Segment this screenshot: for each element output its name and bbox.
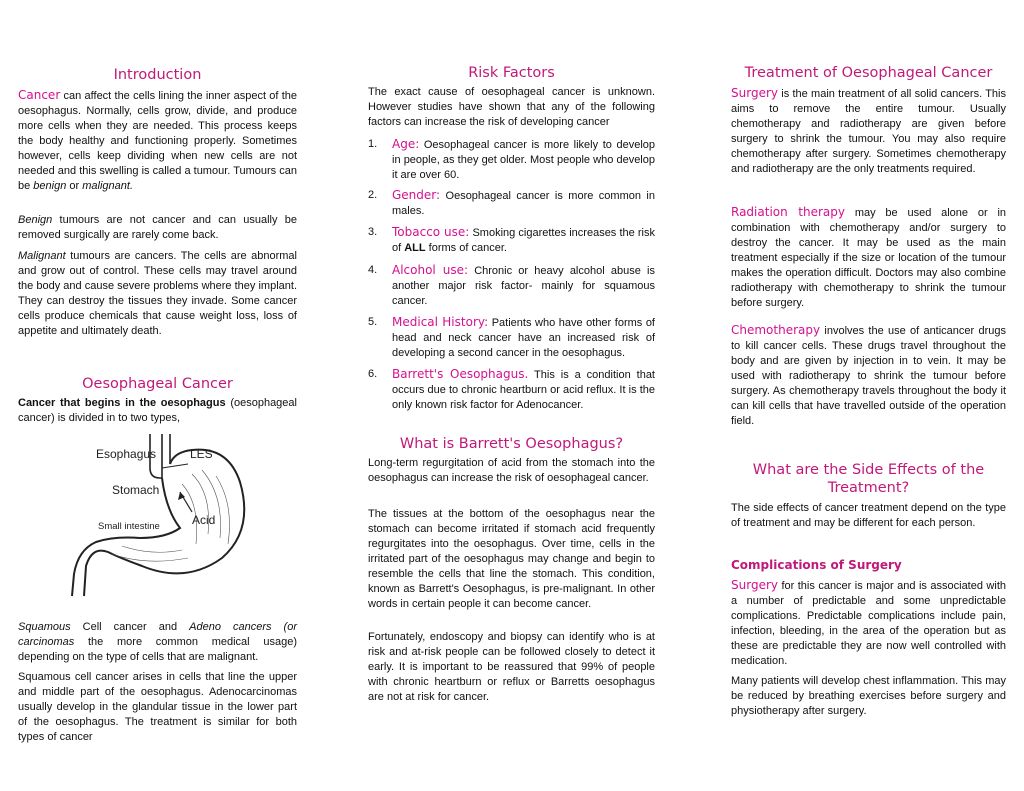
introduction-heading: Introduction [113,67,202,83]
les-label: LES [190,447,213,461]
benign-paragraph: Benign tumours are not cancer and can usually be removed surgically are rarely come back. [18,214,297,241]
barretts-paragraph-2: The tissues at the bottom of the oesophagus near the stomach can become irritated if stomach acid frequently regurgitates into the oesophagus. Over time, cells in the irritated part of the oesophagus may change and begin to resemble the cells that line the stomach. This condition, known as Barrett's Oesophagus, is pre-malignant. In other words in certain people it can become cancer. [368,508,655,610]
cancer-keyword: Cancer [18,88,61,102]
radiation-paragraph: Radiation therapy may be used alone or in combination with chemotherapy and/or surgery to destroy the cancer. It may be used as the main treatment especially if the size or location of the tumour makes the operation difficult. Doctors may also combine radiotherapy with chemotherapy to shrink the tumour before surgery. [731,205,1007,309]
esophagus-label: Esophagus [96,447,157,461]
risk-item-alcohol: 4. Alcohol use: Chronic or heavy alcohol abuse is another major risk factor- mainly for squamous cancer. [368,263,655,307]
barretts-paragraph-3: Fortunately, endoscopy and biopsy can identify who is at risk and at-risk people can be followed closely to detect it early. It is important to be reassured that 99% of people with chronic heartburn or reflux or Barretts oesophagus are not at risk for cancer. [368,631,655,703]
treatment-heading: Treatment of Oesophageal Cancer [744,65,993,81]
complications-heading: Complications of Surgery [731,558,902,572]
acid-label: Acid [192,513,216,527]
surgery-paragraph: Surgery is the main treatment of all solid cancers. This aims to remove the entire tumour. Usually chemotherapy and radiotherapy are given before surgery to shrink the tumour. You may also require chemotherapy after surgery. Sometimes chemotherapy and radiotherapy are the only treatments required. [731,86,1006,175]
chest-inflammation-paragraph: Many patients will develop chest inflammation. This may be reduced by breathing exercises before surgery and physiotherapy after surgery. [731,675,1006,717]
risk-item-tobacco: 3. Tobacco use: Smoking cigarettes increases the risk of ALL forms of cancer. [368,225,655,254]
side-effects-heading: What are the Side Effects of the Treatment? [752,462,985,496]
types-paragraph: Squamous Cell cancer and Adeno cancers (or carcinomas the more common medical usage) depending on the type of cells that are malignant. [18,621,297,663]
risk-item-age: 1. Age: Oesophageal cancer is more likely to develop in people, as they get older. Most people who develop it are over 60. [368,137,655,181]
oesophageal-cancer-paragraph: Cancer that begins in the oesophagus (oesophageal cancer) is divided in to two types, [18,397,297,424]
chemotherapy-paragraph: Chemotherapy involves the use of anticancer drugs to kill cancer cells. These drugs travel throughout the body and are given by injection in to vein. It may be used with radiotherapy to shrink the tumour before surgery. As chemotherapy travels throughout the body it can kill cells that have travelled outside of the operation field. [731,323,1006,427]
side-effects-paragraph: The side effects of cancer treatment depend on the type of treatment and may be different for each person. [731,502,1006,529]
barretts-paragraph-1: Long-term regurgitation of acid from the stomach into the oesophagus can increase the risk of oesophageal cancer. [368,457,655,484]
risk-item-medical-history: 5. Medical History: Patients who have other forms of head and neck cancer have an increased risk of developing a second cancer in the oesophagus. [368,315,655,359]
complications-paragraph: Surgery for this cancer is major and is associated with a number of predictable and some unpredictable complications. Predictable complications include pain, infection, bleeding, in the area of the operation but as these are predictable they are now well controlled with medication. [731,578,1006,667]
oesophageal-cancer-heading: Oesophageal Cancer [82,376,233,392]
squamous-paragraph: Squamous cell cancer arises in cells that line the upper and middle part of the oesophagus. Adenocarcinomas usually develop in the glandular tissue in the lower part of the oesophagus. The treatment is similar for both types of cancer [18,671,297,743]
risk-item-gender: 2. Gender: Oesophageal cancer is more common in males. [368,188,655,217]
small-intestine-label: Small intestine [98,521,160,532]
stomach-diagram [62,434,262,604]
malignant-paragraph: Malignant tumours are cancers. The cells are abnormal and grow out of control. These cells may travel around the body and cause severe problems where they implant. They can destroy the tissues they invade. Some cancer cells produce chemicals that cause weight loss, loss of appetite and ultimately death. [18,250,297,337]
introduction-paragraph: Cancer can affect the cells lining the inner aspect of the oesophagus. Normally, cells grow, divide, and produce more cells when they are needed. This process keeps the body healthy and functioning properly. Sometimes however, cells keep dividing when new cells are not needed and this swelling is called a tumour. Tumours can be benign or malignant. [18,88,297,192]
risk-intro: The exact cause of oesophageal cancer is unknown. However studies have shown that any of the following factors can increase the risk of developing cancer [368,86,655,128]
risk-factors-heading: Risk Factors [468,65,555,81]
risk-item-barretts: 6. Barrett's Oesophagus. This is a condition that occurs due to chronic heartburn or acid reflux. It is the only known risk factor for Adenocancer. [368,367,655,411]
barretts-heading: What is Barrett's Oesophagus? [399,436,624,452]
stomach-label: Stomach [112,483,160,497]
